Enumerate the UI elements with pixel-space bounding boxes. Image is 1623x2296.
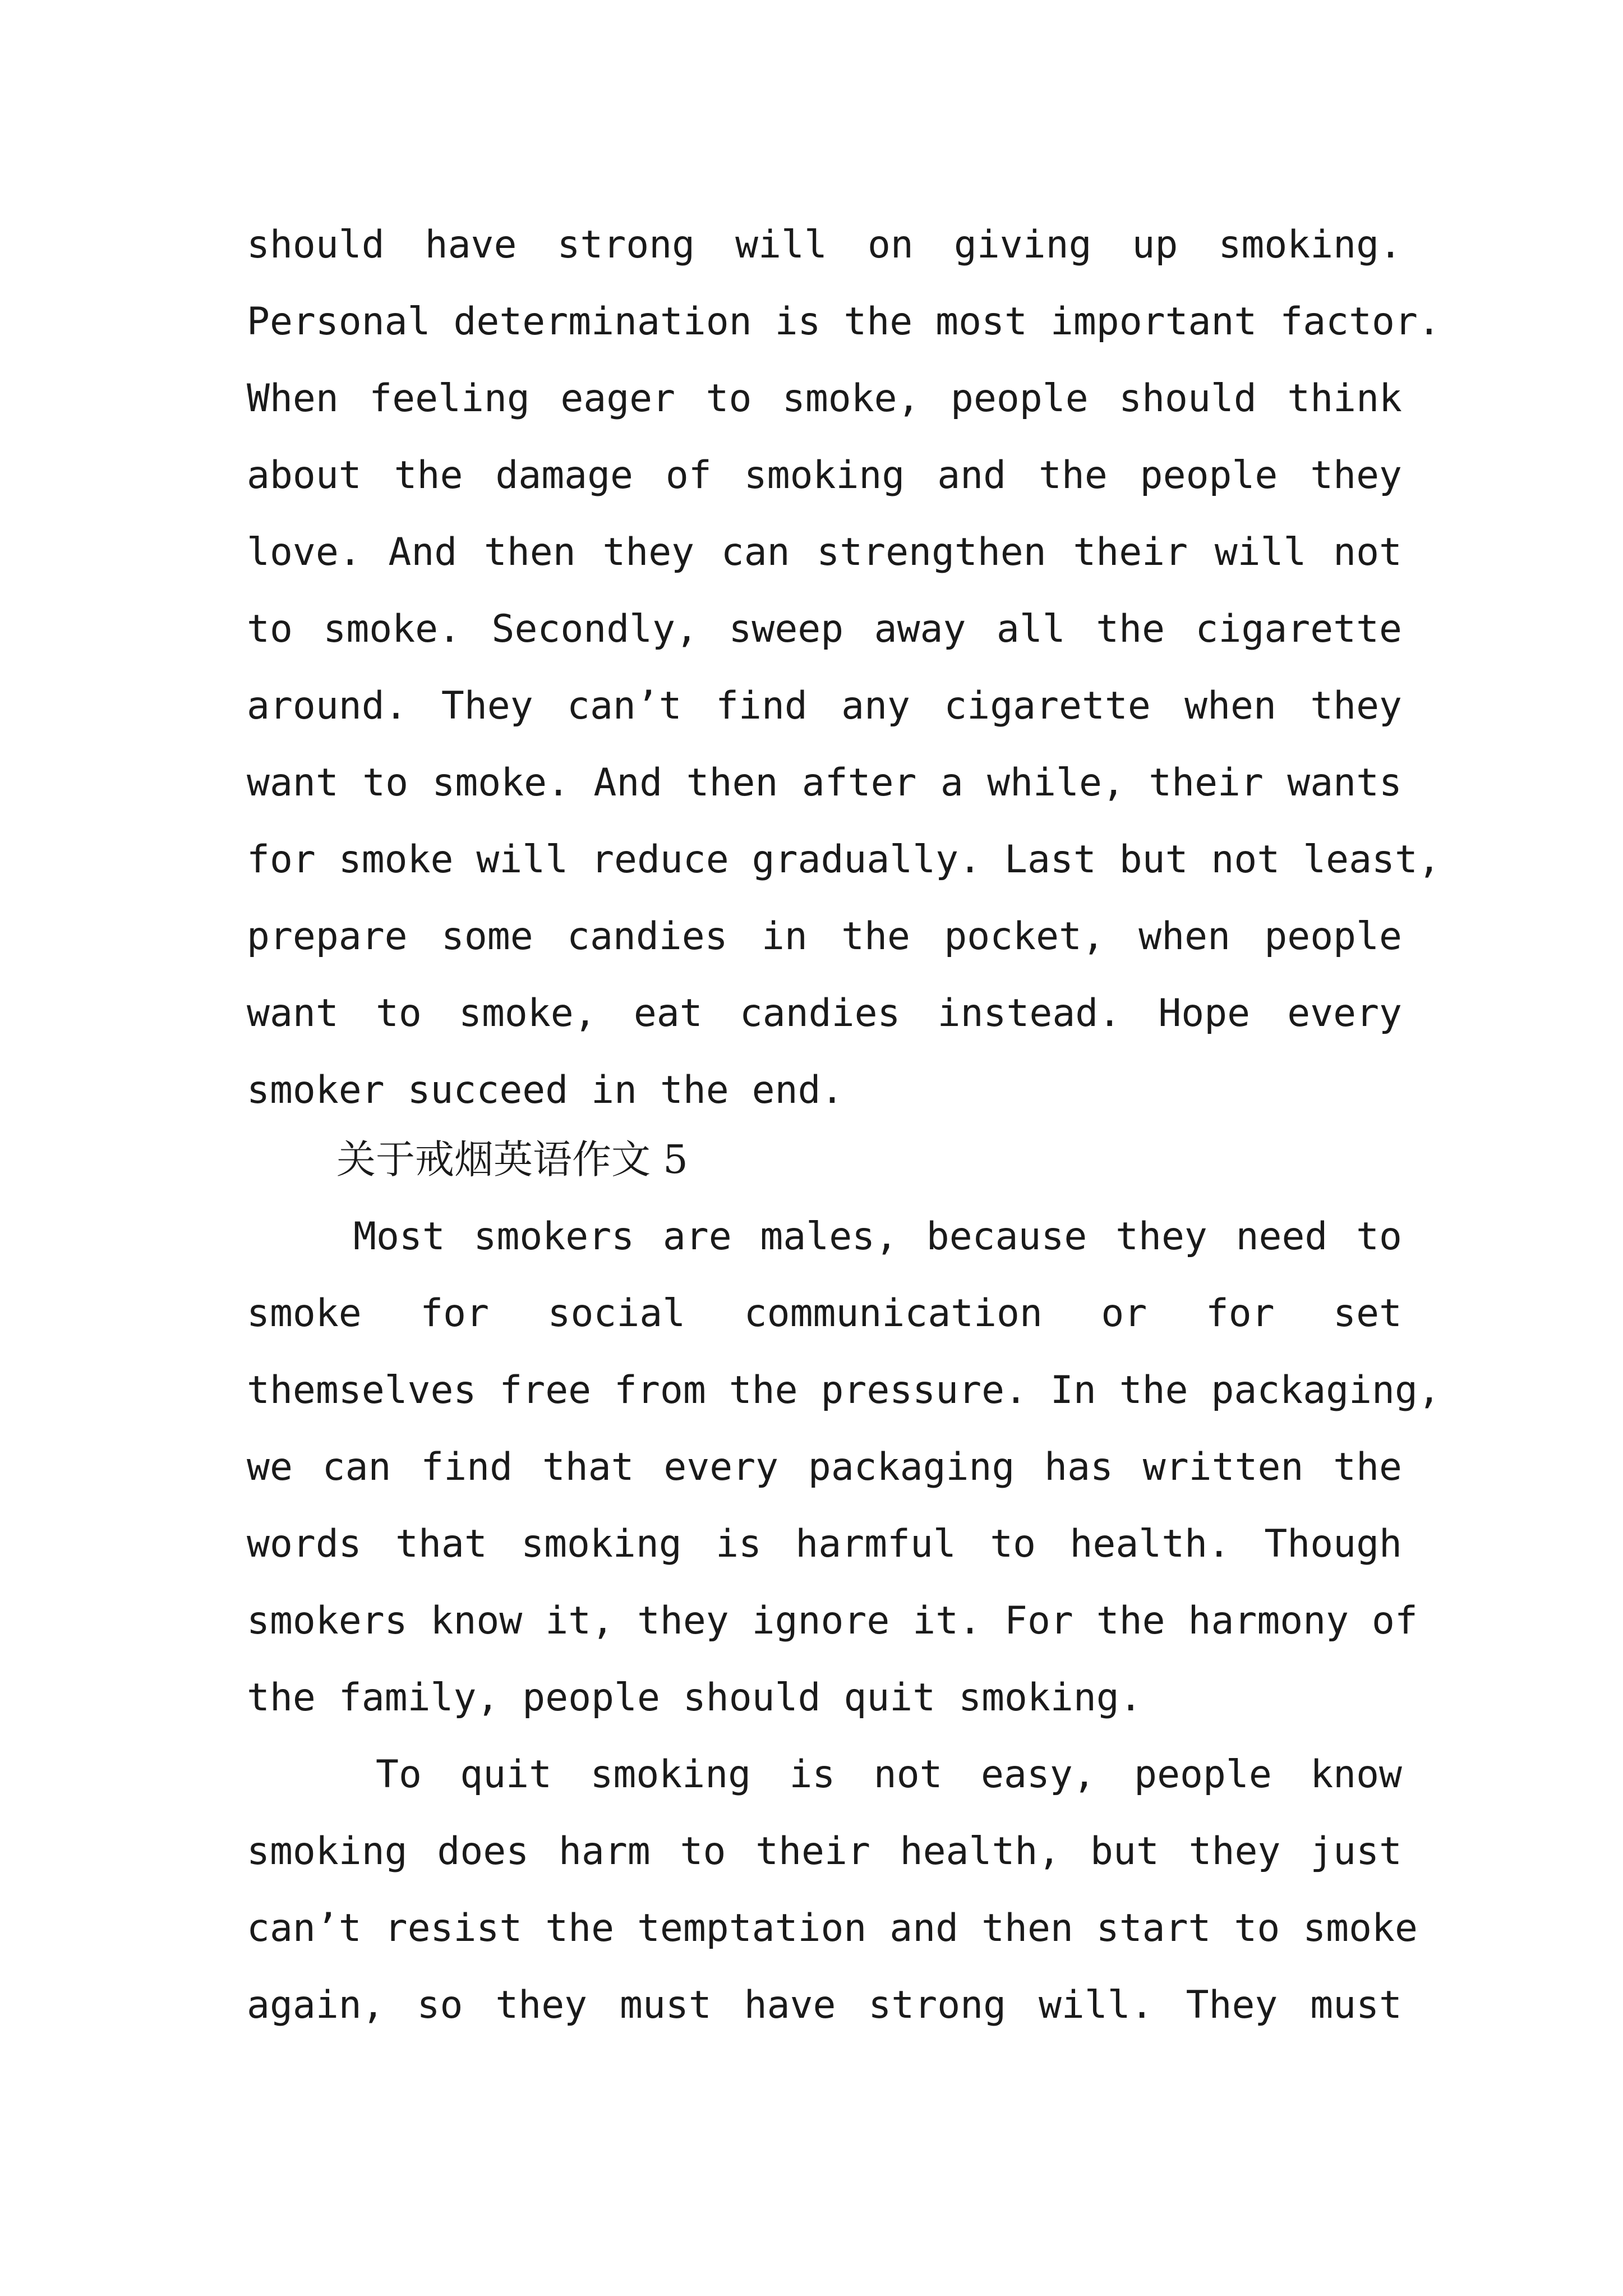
paragraph-line: around. They can’t find any cigarette when they — [247, 684, 1402, 728]
paragraph-line: again, so they must have strong will. They must — [247, 1983, 1402, 2027]
paragraph-2 — [247, 1198, 1441, 1736]
paragraph-line: about the damage of smoking and the people they — [247, 453, 1402, 498]
paragraph-line: can’t resist the temptation and then start to smoke — [247, 1906, 1418, 1950]
paragraph-line: Personal determination is the most important factor. — [247, 300, 1441, 344]
paragraph-line: the family, people should quit smoking. — [247, 1676, 1142, 1720]
paragraph-line: love. And then they can strengthen their will not — [247, 530, 1402, 574]
paragraph-3 — [247, 1736, 1418, 2044]
paragraph-1 — [247, 206, 1441, 1129]
paragraph-line: prepare some candies in the pocket, when people — [247, 914, 1402, 959]
paragraph-line: When feeling eager to smoke, people should think — [247, 376, 1402, 421]
paragraph-line: smoking does harm to their health, but they just — [247, 1829, 1402, 1874]
paragraph-line: Most smokers are males, because they need to — [353, 1214, 1402, 1259]
paragraph-line: smoker succeed in the end. — [247, 1068, 844, 1112]
paragraph-line: smoke for social communication or for set — [247, 1291, 1402, 1336]
paragraph-line: should have strong will on giving up smoking. — [247, 223, 1402, 267]
section-heading: 关于戒烟英语作文 5 — [336, 1137, 688, 1182]
paragraph-line: for smoke will reduce gradually. Last but not least, — [247, 838, 1441, 882]
paragraph-line: we can find that every packaging has written the — [247, 1445, 1402, 1489]
paragraph-line: smokers know it, they ignore it. For the harmony of — [247, 1599, 1418, 1643]
paragraph-line: to smoke. Secondly, sweep away all the cigarette — [247, 607, 1402, 651]
paragraph-line: want to smoke. And then after a while, their wants — [247, 761, 1402, 805]
paragraph-line: want to smoke, eat candies instead. Hope every — [247, 991, 1402, 1036]
paragraph-line: To quit smoking is not easy, people know — [376, 1752, 1402, 1797]
paragraph-line: words that smoking is harmful to health. Though — [247, 1522, 1402, 1566]
paragraph-line: themselves free from the pressure. In the packaging, — [247, 1368, 1441, 1412]
